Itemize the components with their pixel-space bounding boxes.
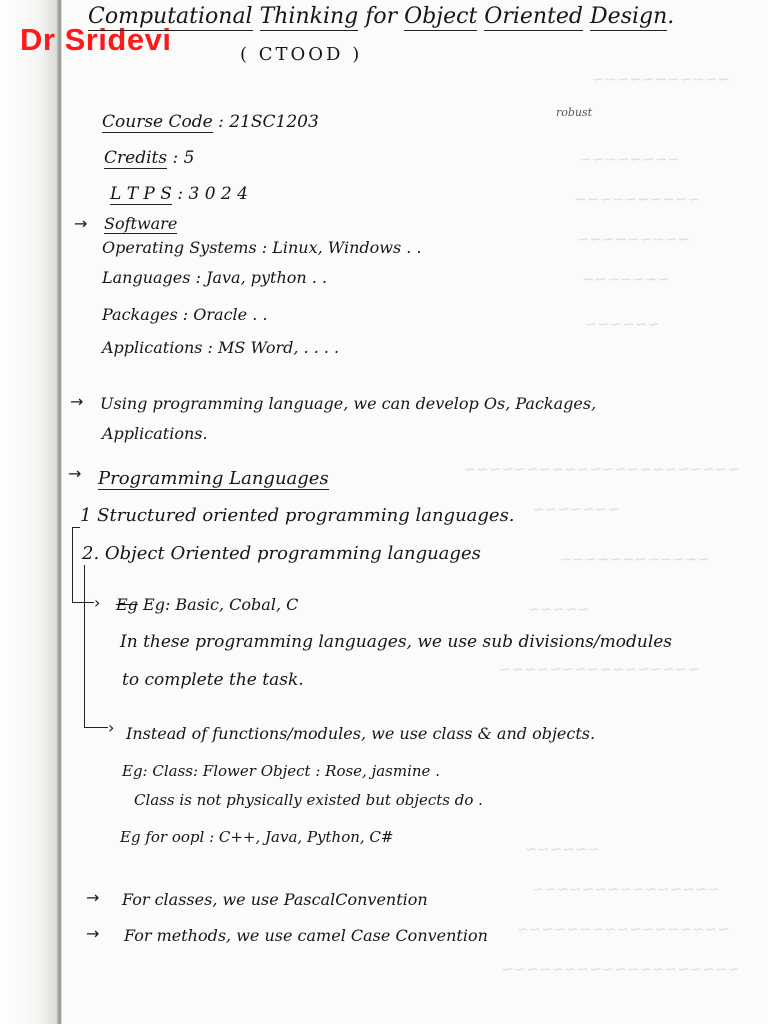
arrow-right-icon: ›: [108, 718, 115, 737]
software-applications: Applications : MS Word, . . . .: [102, 338, 340, 357]
margin-note: robust: [556, 106, 593, 119]
bracket-top: [72, 527, 80, 528]
title-end: .: [667, 4, 675, 29]
software-languages: Languages : Java, python . .: [102, 268, 328, 287]
using-line-2: Applications.: [102, 424, 208, 443]
software-os: Operating Systems : Linux, Windows . .: [102, 238, 422, 257]
ltps-line: [110, 184, 248, 204]
title-word: Thinking: [259, 4, 359, 29]
bullet-arrow-icon: →: [68, 464, 82, 483]
page-title: [88, 4, 674, 29]
bullet-arrow-icon: →: [74, 214, 88, 233]
title-word: Design: [590, 4, 668, 29]
using-line-1: Using programming language, we can develop Os, Packages,: [100, 394, 597, 413]
course-code-label: Course Code: [102, 112, 213, 132]
credits-label: Credits: [104, 148, 168, 168]
class-note-line: Class is not physically existed but objects do .: [134, 791, 483, 809]
programming-languages-heading: Programming Languages: [98, 468, 329, 489]
title-word: Computational: [88, 4, 253, 29]
title-word: Object: [404, 4, 478, 29]
pl-item-structured: 1 Structured oriented programming languages.: [80, 505, 515, 526]
bracket-inner: [84, 565, 85, 727]
bracket-to-instead: [84, 727, 108, 728]
structured-desc-line-2: to complete the task.: [122, 670, 304, 690]
bullet-arrow-icon: →: [86, 888, 100, 907]
eg-structured: [116, 595, 298, 614]
title-word: for: [365, 4, 398, 29]
credits-line: [104, 148, 194, 168]
pl-item-object-oriented: 2. Object Oriented programming languages: [82, 543, 481, 564]
watermark-label: Dr Sridevi: [20, 22, 172, 57]
course-code-line: [102, 112, 319, 132]
classes-convention: For classes, we use PascalConvention: [122, 890, 428, 909]
bracket-to-eg: [72, 602, 94, 603]
struck-text: Eg: [116, 595, 138, 614]
title-abbreviation: ( CTOOD ): [240, 44, 363, 65]
structured-desc-line-1: In these programming languages, we use sub divisions/modules: [120, 632, 673, 652]
software-heading: Software: [104, 214, 178, 233]
eg-structured-text: Eg: Basic, Cobal, C: [143, 595, 299, 614]
bleed-through-text: ~~~~~~~~~~~ ~~~~~~~~ ~~~~~~~~~~ ~~~~~~~~~ ~~~~~~~ ~~~~~~ ~~~~~~~~~~~~~~~~~~~~~~ ~~~~~~~ ~~~~~~~~~~~~ ~~~~~ ~~~~~~~~~~~~~~~~ ~~~~~~ ~~~~~~~~~~~~~~~ ~~~~~~~~~~~~~~~~~ ~~~~~~~~~~~~~~~~~~~: [463, 70, 740, 978]
instead-line: Instead of functions/modules, we use class & and objects.: [126, 724, 596, 743]
title-word: Oriented: [484, 4, 584, 29]
methods-convention: For methods, we use camel Case Convention: [124, 926, 488, 945]
arrow-right-icon: ›: [94, 593, 101, 612]
software-packages: Packages : Oracle . .: [102, 305, 268, 324]
ltps-value: : 3 0 2 4: [177, 184, 248, 204]
course-code-value: : 21SC1203: [218, 112, 319, 132]
eg-class-line: Eg: Class: Flower Object : Rose, jasmine .: [122, 762, 440, 780]
credits-value: : 5: [172, 148, 195, 168]
ltps-label: L T P S: [110, 184, 172, 204]
bracket-outer: [72, 527, 73, 602]
bullet-arrow-icon: →: [86, 924, 100, 943]
eg-oopl-line: Eg for oopl : C++, Java, Python, C#: [120, 828, 394, 846]
bullet-arrow-icon: →: [70, 392, 84, 411]
notebook-binding: [0, 0, 62, 1024]
